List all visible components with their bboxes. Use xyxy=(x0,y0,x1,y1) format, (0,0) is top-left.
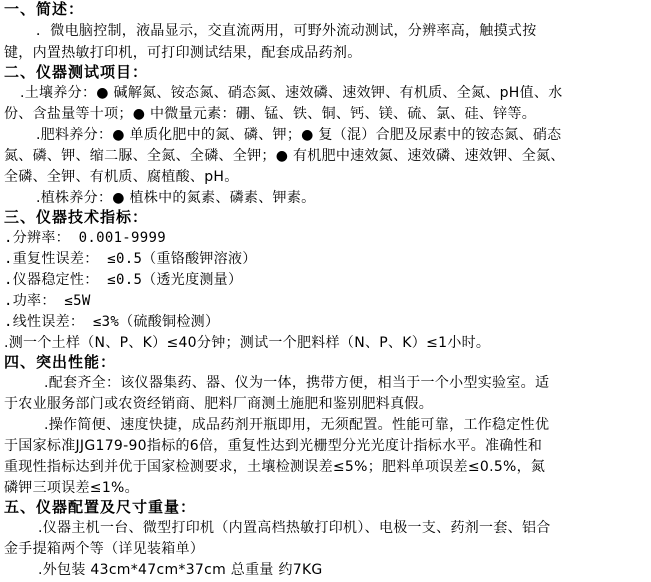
overview-line-2: 键，内置热敏打印机，可打印测试结果，配套成品药剂。 xyxy=(4,45,362,61)
test-items-line-4: 氮、磷、钾、缩二脲、全氮、全磷、全钾；● 有机肥中速效氮、速效磷、速效钾、全氮、 xyxy=(4,148,565,164)
section-heading-overview: 一、简述： xyxy=(4,0,85,18)
performance-line-3: .操作简便、速度快捷，成品药剂开瓶即用，无须配置。性能可靠，工作稳定性优 xyxy=(44,417,550,433)
performance-line-1: .配套齐全：该仪器集药、器、仪为一体，携带方便，相当于一个小型实验室。适 xyxy=(44,375,550,391)
test-items-line-6: .植株养分：● 植株中的氮素、磷素、钾素。 xyxy=(36,190,316,206)
performance-line-6: 磷钾三项误差≤1%。 xyxy=(4,480,139,496)
spec-stability: .仪器稳定性： ≤0.5（透光度测量） xyxy=(4,272,243,288)
overview-line-1: ．微电脑控制，液晶显示，交直流两用，可野外流动测试，分辨率高，触摸式按 xyxy=(36,23,537,39)
spec-resolution: .分辨率： 0.001-9999 xyxy=(4,230,166,246)
spec-linearity: .线性误差： ≤3%（硫酸铜检测） xyxy=(4,314,220,330)
section-heading-configuration: 五、仪器配置及尺寸重量： xyxy=(4,498,197,516)
performance-line-5: 重现性指标达到并优于国家检测要求，土壤检测误差≤5%；肥料单项误差≤0.5%，氮 xyxy=(4,459,546,475)
spec-test-time: .测一个土样（N、P、K）≤40分钟；测试一个肥料样（N、P、K）≤1小时。 xyxy=(4,335,491,351)
section-heading-performance: 四、突出性能： xyxy=(4,353,117,371)
test-items-line-5: 全磷、全钾、有机质、腐植酸、pH。 xyxy=(4,169,239,185)
spec-repeatability: .重复性误差： ≤0.5（重铬酸钾溶液） xyxy=(4,251,257,267)
test-items-line-2: 份、含盐量等十项；● 中微量元素：硼、锰、铁、铜、钙、镁、硫、氯、硅、锌等。 xyxy=(4,106,537,122)
section-heading-test-items: 二、仪器测试项目： xyxy=(4,63,149,81)
configuration-line-1: .仪器主机一台、微型打印机（内置高档热敏打印机）、电极一支、药剂一套、铝合 xyxy=(38,520,551,536)
configuration-line-2: 金手提箱两个等（详见装箱单） xyxy=(4,541,205,557)
test-items-line-1: .土壤养分：● 碱解氮、铵态氮、硝态氮、速效磷、速效钾、有机质、全氮、pH值、水 xyxy=(20,85,563,101)
test-items-line-3: .肥料养分：● 单质化肥中的氮、磷、钾；● 复（混）合肥及尿素中的铵态氮、硝态 xyxy=(36,127,562,143)
performance-line-2: 于农业服务部门或农资经销商、肥料厂商测土施肥和鉴别肥料真假。 xyxy=(4,396,433,412)
configuration-package: .外包装 43cm*47cm*37cm 总重量 约7KG xyxy=(38,562,323,578)
spec-power: .功率： ≤5W xyxy=(4,293,91,309)
performance-line-4: 于国家标准JJG179-90指标的6倍，重复性达到光栅型分光光度计指标水平。准确性和 xyxy=(4,438,543,454)
section-heading-specs: 三、仪器技术指标： xyxy=(4,208,149,226)
